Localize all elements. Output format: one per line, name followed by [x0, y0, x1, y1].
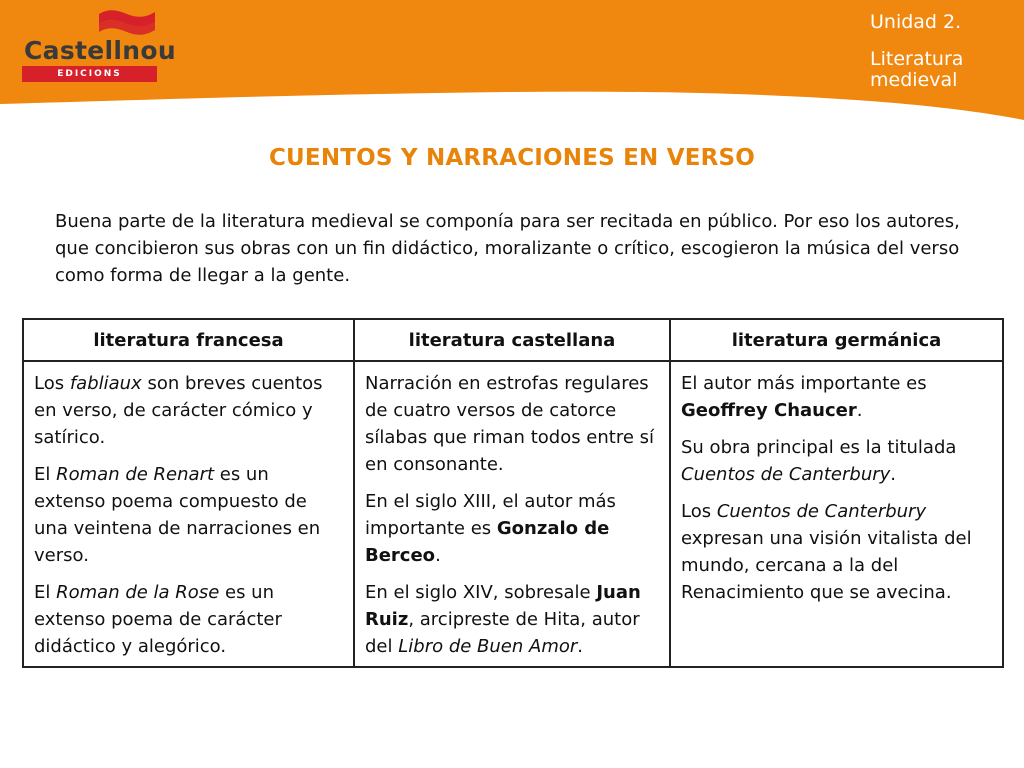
cell-germanica	[670, 361, 1003, 667]
germanica-vision: Los Cuentos de Canterbury expresan una visión vitalista del mundo, cercana a la del Renacimiento que se avecina.	[681, 501, 972, 603]
literature-table	[22, 318, 1004, 668]
castellnou-logo	[22, 8, 176, 79]
page-title: CUENTOS Y NARRACIONES EN VERSO	[268, 145, 756, 171]
germanica-obra: Su obra principal es la titulada Cuentos de Canterbury.	[681, 437, 957, 485]
logo-subtitle: EDICIONS	[22, 66, 157, 82]
header-francesa: literatura francesa	[23, 319, 354, 361]
germanica-chaucer: El autor más importante es Geoffrey Chaucer.	[681, 373, 927, 421]
cell-castellana	[354, 361, 670, 667]
unit-label	[870, 12, 1020, 91]
unit-subtitle: Literatura medieval	[870, 48, 964, 91]
francesa-rose: El Roman de la Rose es un extenso poema de carácter didáctico y alegórico.	[34, 582, 282, 657]
francesa-fabliaux: Los fabliaux son breves cuentos en verso, de carácter cómico y satírico.	[34, 373, 323, 448]
logo-wordmark: Castellnou	[24, 36, 176, 65]
castellana-estrofas: Narración en estrofas regulares de cuatro versos de catorce sílabas que riman todos entre sí en consonante.	[365, 373, 655, 475]
castellana-ruiz: En el siglo XIV, sobresale Juan Ruiz, arcipreste de Hita, autor del Libro de Buen Amor.	[365, 582, 641, 657]
header-castellana: literatura castellana	[354, 319, 670, 361]
table-row	[23, 361, 1003, 667]
table-header-row	[23, 319, 1003, 361]
cell-francesa	[23, 361, 354, 667]
francesa-renart: El Roman de Renart es un extenso poema compuesto de una veintena de narraciones en verso.	[34, 464, 321, 566]
unit-title: Unidad 2.	[870, 11, 962, 33]
castellana-berceo: En el siglo XIII, el autor más importante es Gonzalo de Berceo.	[365, 491, 616, 566]
intro-paragraph: Buena parte de la literatura medieval se componía para ser recitada en público. Por eso los autores, que concibieron sus obras con un fin didáctico, moralizante o crítico, escogieron la música del verso como forma de llegar a la gente.	[55, 211, 960, 286]
header-germanica: literatura germánica	[670, 319, 1003, 361]
